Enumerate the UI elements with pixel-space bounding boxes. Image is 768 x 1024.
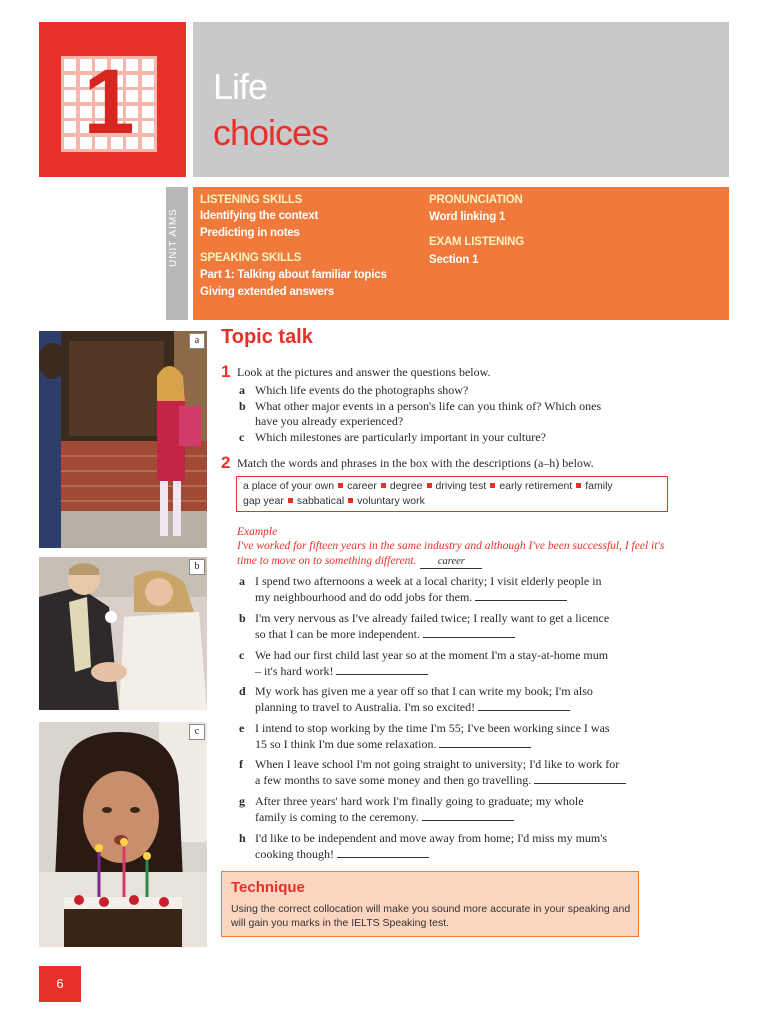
question-item-text: Which life events do the photographs show? — [255, 383, 469, 397]
answer-blank[interactable] — [439, 737, 531, 748]
unit-title-line1: Life — [213, 66, 268, 107]
photo-label-c: c — [189, 724, 205, 740]
description-item — [255, 611, 670, 642]
description-line: my neighbourhood and do odd jobs for them. — [255, 589, 473, 604]
description-item — [255, 684, 670, 715]
question-prompt: Match the words and phrases in the box with the descriptions (a–h) below. — [237, 456, 594, 470]
bullet-square-icon — [427, 483, 432, 488]
word-box-row — [243, 479, 613, 494]
section-title: Topic talk — [221, 326, 313, 348]
unit-title-line2: choices — [213, 112, 329, 153]
answer-blank[interactable] — [423, 627, 515, 638]
word-item: early retirement — [499, 480, 573, 492]
word-box-row — [243, 494, 425, 509]
pronunciation-heading: PRONUNCIATION — [429, 194, 523, 206]
description-item — [255, 721, 670, 752]
bullet-square-icon — [576, 483, 581, 488]
unit-aims-label: UNIT AIMS — [168, 208, 179, 267]
answer-blank[interactable] — [478, 700, 570, 711]
unit-number: 1 — [83, 51, 135, 153]
example-answer: career — [420, 556, 482, 569]
technique-box — [221, 871, 639, 937]
question-item-text: have you already experienced? — [255, 414, 404, 428]
description-line: planning to travel to Australia. I'm so excited! — [255, 699, 476, 714]
description-line: a few months to save some money and then go travelling. — [255, 772, 532, 787]
unit-aims-box — [193, 187, 729, 320]
bullet-square-icon — [381, 483, 386, 488]
answer-blank[interactable] — [475, 590, 567, 601]
answer-blank[interactable] — [337, 847, 429, 858]
description-letter: g — [239, 794, 245, 808]
description-letter: c — [239, 648, 245, 662]
exam-listening-heading: EXAM LISTENING — [429, 236, 524, 248]
description-item — [255, 648, 670, 679]
description-line: I'm very nervous as I've already failed twice; I really want to get a licence — [255, 611, 610, 625]
description-letter: b — [239, 611, 246, 625]
word-item: sabbatical — [296, 495, 345, 507]
technique-title: Technique — [231, 879, 305, 896]
speaking-skills-heading: SPEAKING SKILLS — [200, 252, 302, 264]
description-line: – it's hard work! — [255, 663, 334, 678]
description-letter: f — [239, 757, 243, 771]
pronunciation-item: Word linking 1 — [429, 211, 506, 223]
bullet-square-icon — [338, 483, 343, 488]
description-letter: h — [239, 831, 246, 845]
bullet-square-icon — [348, 498, 353, 503]
bullet-square-icon — [490, 483, 495, 488]
listening-skills-heading: LISTENING SKILLS — [200, 194, 303, 206]
question-item-letter: a — [239, 383, 245, 397]
word-item: voluntary work — [357, 495, 425, 507]
description-item — [255, 794, 670, 825]
description-item — [255, 574, 670, 605]
listening-skill-item: Predicting in notes — [200, 227, 300, 239]
description-line: so that I can be more independent. — [255, 626, 420, 641]
page-number: 6 — [39, 966, 81, 1002]
question-item-letter: b — [239, 399, 246, 413]
word-item: family — [585, 480, 613, 492]
example-heading: Example — [237, 526, 278, 538]
unit-number-block — [39, 22, 186, 177]
description-letter: e — [239, 721, 245, 735]
description-item — [255, 757, 670, 788]
answer-blank[interactable] — [336, 664, 428, 675]
answer-blank[interactable] — [422, 810, 514, 821]
photo-label-a: a — [189, 333, 205, 349]
word-box — [236, 476, 668, 512]
description-line: family is coming to the ceremony. — [255, 809, 419, 824]
word-item: degree — [389, 480, 423, 492]
description-letter: d — [239, 684, 246, 698]
photo-schoolgirl-illustration — [39, 331, 207, 548]
question-number: 1 — [221, 362, 231, 381]
description-letter: a — [239, 574, 245, 588]
description-line: When I leave school I'm not going straight to university; I'd like to work for — [255, 757, 620, 771]
description-line: I spend two afternoons a week at a local charity; I visit elderly people in — [255, 574, 602, 588]
description-item — [255, 831, 670, 862]
word-item: gap year — [243, 495, 284, 507]
description-line: After three years' hard work I'm finally going to graduate; my whole — [255, 794, 584, 808]
description-line: cooking though! — [255, 846, 334, 861]
question-number: 2 — [221, 453, 231, 472]
photo-schoolgirl — [39, 331, 207, 548]
question-item-text: Which milestones are particularly important in your culture? — [255, 430, 546, 444]
word-item: a place of your own — [243, 480, 335, 492]
description-line: We had our first child last year so at the moment I'm a stay-at-home mum — [255, 648, 609, 662]
description-line: I'd like to be independent and move away from home; I'd miss my mum's — [255, 831, 608, 845]
speaking-skill-item: Giving extended answers — [200, 286, 335, 298]
question-item-letter: c — [239, 430, 245, 444]
photo-label-b: b — [189, 559, 205, 575]
unit-title-block — [193, 22, 729, 177]
word-item: career — [347, 480, 377, 492]
technique-text: Using the correct collocation will make you sound more accurate in your speaking and will gain you marks in the IELTS Speaking test. — [231, 903, 631, 929]
word-item: driving test — [435, 480, 487, 492]
speaking-skill-item: Part 1: Talking about familiar topics — [200, 269, 387, 281]
exam-listening-item: Section 1 — [429, 254, 479, 266]
listening-skill-item: Identifying the context — [200, 210, 319, 222]
description-line: I intend to stop working by the time I'm 55; I've been working since I was — [255, 721, 610, 735]
photo-wedding — [39, 557, 207, 710]
answer-blank[interactable] — [534, 773, 626, 784]
question-item-text: What other major events in a person's life can you think of? Which ones — [255, 399, 602, 413]
question-prompt: Look at the pictures and answer the questions below. — [237, 365, 491, 379]
photo-wedding-illustration — [39, 557, 207, 710]
description-line: My work has given me a year off so that I can write my book; I'm also — [255, 684, 593, 698]
example-text: I've worked for fifteen years in the same industry and although I've been successful, I feel it's time to move on to something different. — [237, 540, 665, 567]
bullet-square-icon — [288, 498, 293, 503]
example-block — [237, 539, 677, 569]
unit-aims-side-bar — [166, 187, 188, 320]
photo-birthday — [39, 722, 207, 947]
description-line: 15 so I think I'm due some relaxation. — [255, 736, 437, 751]
photo-birthday-illustration — [39, 722, 207, 947]
